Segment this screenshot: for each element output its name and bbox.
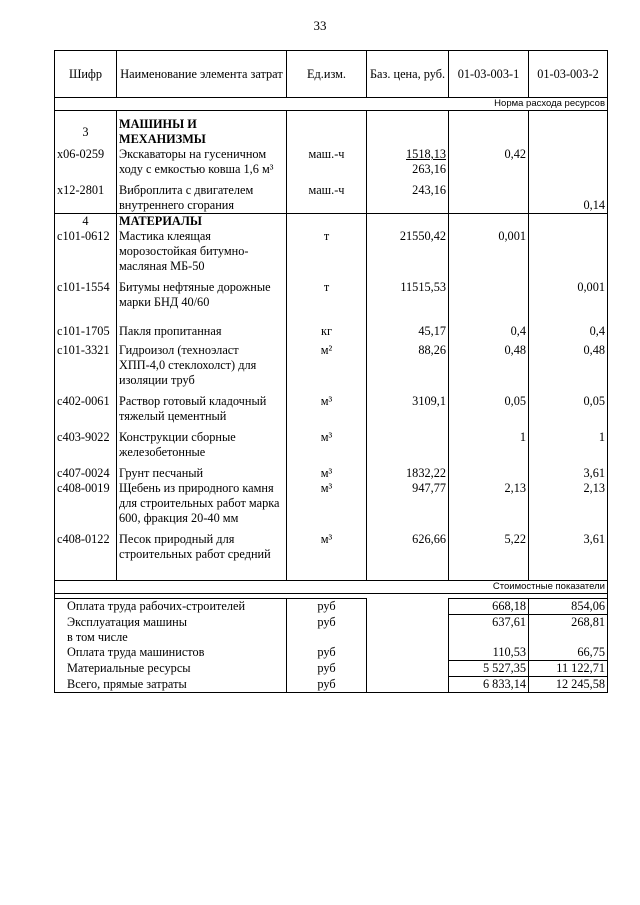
band-costs: Стоимостные показатели [55,581,608,594]
row-unit: м³ [287,394,367,424]
row-unit: т [287,229,367,274]
header-price: Баз. цена, руб. [367,51,449,98]
table-row [55,430,608,460]
row-value-2: 3,61 [529,532,608,581]
row-unit: м³ [287,532,367,581]
table-header [55,51,608,98]
row-value-1 [449,466,529,481]
row-unit: т [287,280,367,310]
row-price: 3109,1 [367,394,449,424]
row-code: с402-0061 [55,394,117,424]
row-price: 88,26 [367,339,449,388]
header-col1: 01-03-003-1 [449,51,529,98]
summary-row [55,630,608,645]
summary-unit: руб [287,645,367,661]
row-unit: маш.-ч [287,147,367,177]
row-name: Виброплита с двигателем внутреннего сгорания [117,183,287,214]
row-value-1: 0,05 [449,394,529,424]
row-code: с403-9022 [55,430,117,460]
summary-value-1: 110,53 [449,645,529,661]
header-unit: Ед.изм. [287,51,367,98]
row-code: с408-0122 [55,532,117,581]
section-number: 4 [55,214,117,230]
row-value-1: 2,13 [449,481,529,526]
row-name: Экскаваторы на гусеничном ходу с емкостью ковша 1,6 м³ [117,147,287,177]
summary-value-1: 668,18 [449,599,529,615]
summary-value-2: 66,75 [529,645,608,661]
row-price: 626,66 [367,532,449,581]
row-price: 45,17 [367,324,449,339]
row-name: Мастика клеящая морозостойкая битумно-масляная МБ-50 [117,229,287,274]
header-name: Наименование элемента затрат [117,51,287,98]
row-unit: м² [287,339,367,388]
row-unit: маш.-ч [287,183,367,214]
summary-value-2: 11 122,71 [529,661,608,677]
row-code: х12-2801 [55,183,117,214]
row-unit: м³ [287,481,367,526]
header-code: Шифр [55,51,117,98]
summary-row [55,599,608,615]
summary-value-1: 6 833,14 [449,677,529,693]
summary-value-2: 12 245,58 [529,677,608,693]
summary-row [55,661,608,677]
summary-value-2: 268,81 [529,615,608,631]
row-value-2: 1 [529,430,608,460]
row-price: 1518,13 [406,147,446,161]
row-value-1: 5,22 [449,532,529,581]
row-value-1: 1 [449,430,529,460]
table-row [55,324,608,339]
row-name: Грунт песчаный [117,466,287,481]
row-code: с407-0024 [55,466,117,481]
table-row [55,466,608,481]
summary-unit: руб [287,599,367,615]
row-price: 947,77 [367,481,449,526]
row-value-2: 0,001 [529,280,608,310]
header-col2: 01-03-003-2 [529,51,608,98]
row-value-1: 0,4 [449,324,529,339]
summary-value-2: 854,06 [529,599,608,615]
table-row [55,481,608,526]
row-value-2: 0,05 [529,394,608,424]
page-number: 33 [313,18,327,33]
row-value-1: 0,42 [449,147,529,177]
section-number: 3 [55,117,117,147]
table-row [55,280,608,310]
table-row [55,339,608,388]
row-value-2 [529,229,608,274]
row-value-2: 0,4 [529,324,608,339]
summary-label: Материальные ресурсы [55,661,287,677]
section-4 [55,214,608,230]
table-row [55,532,608,581]
row-value-1: 0,001 [449,229,529,274]
row-value-2 [529,147,608,177]
row-value-1: 0,48 [449,339,529,388]
row-unit: м³ [287,430,367,460]
row-price: 21550,42 [367,229,449,274]
row-code: с408-0019 [55,481,117,526]
row-value-2: 2,13 [529,481,608,526]
row-unit: кг [287,324,367,339]
summary-row [55,677,608,693]
summary-label: Эксплуатация машины [55,615,287,631]
section-title: МАШИНЫ И МЕХАНИЗМЫ [119,117,206,146]
row-name: Песок природный для строительных работ средний [117,532,287,581]
row-name: Гидроизол (техноэласт ХПП-4,0 стеклохолст) для изоляции труб [117,339,287,388]
summary-label: Оплата труда рабочих-строителей [55,599,287,615]
row-unit: м³ [287,466,367,481]
row-code: с101-1705 [55,324,117,339]
row-name: Битумы нефтяные дорожные марки БНД 40/60 [117,280,287,310]
row-price: 243,16 [367,183,449,214]
row-code: с101-1554 [55,280,117,310]
table-row [55,394,608,424]
resource-table [54,50,608,693]
row-code: с101-3321 [55,339,117,388]
summary-label: в том числе [55,630,287,645]
row-price: 1832,22 [367,466,449,481]
summary-unit: руб [287,661,367,677]
summary-unit: руб [287,615,367,631]
summary-label: Оплата труда машинистов [55,645,287,661]
row-name: Щебень из природного камня для строительных работ марка 600, фракция 20-40 мм [117,481,287,526]
row-value-2: 0,48 [529,339,608,388]
row-price [367,430,449,460]
row-name: Пакля пропитанная [117,324,287,339]
section-title: МАТЕРИАЛЫ [119,214,203,228]
row-name: Конструкции сборные железобетонные [117,430,287,460]
table-row [55,229,608,274]
row-code: с101-0612 [55,229,117,274]
row-value-1 [449,280,529,310]
summary-value-1: 5 527,35 [449,661,529,677]
row-code: х06-0259 [55,147,117,177]
row-value-2: 3,61 [529,466,608,481]
table-row [55,183,608,214]
summary-label: Всего, прямые затраты [55,677,287,693]
section-3 [55,117,608,147]
row-value-1 [449,183,529,214]
summary-unit: руб [287,677,367,693]
row-value-2: 0,14 [529,183,608,214]
row-price-alt: 263,16 [412,162,446,176]
row-price: 11515,53 [367,280,449,310]
row-name: Раствор готовый кладочный тяжелый цементный [117,394,287,424]
summary-row [55,645,608,661]
summary-value-1: 637,61 [449,615,529,631]
band-norms: Норма расхода ресурсов [55,98,608,111]
table-row [55,147,608,177]
summary-row [55,615,608,631]
